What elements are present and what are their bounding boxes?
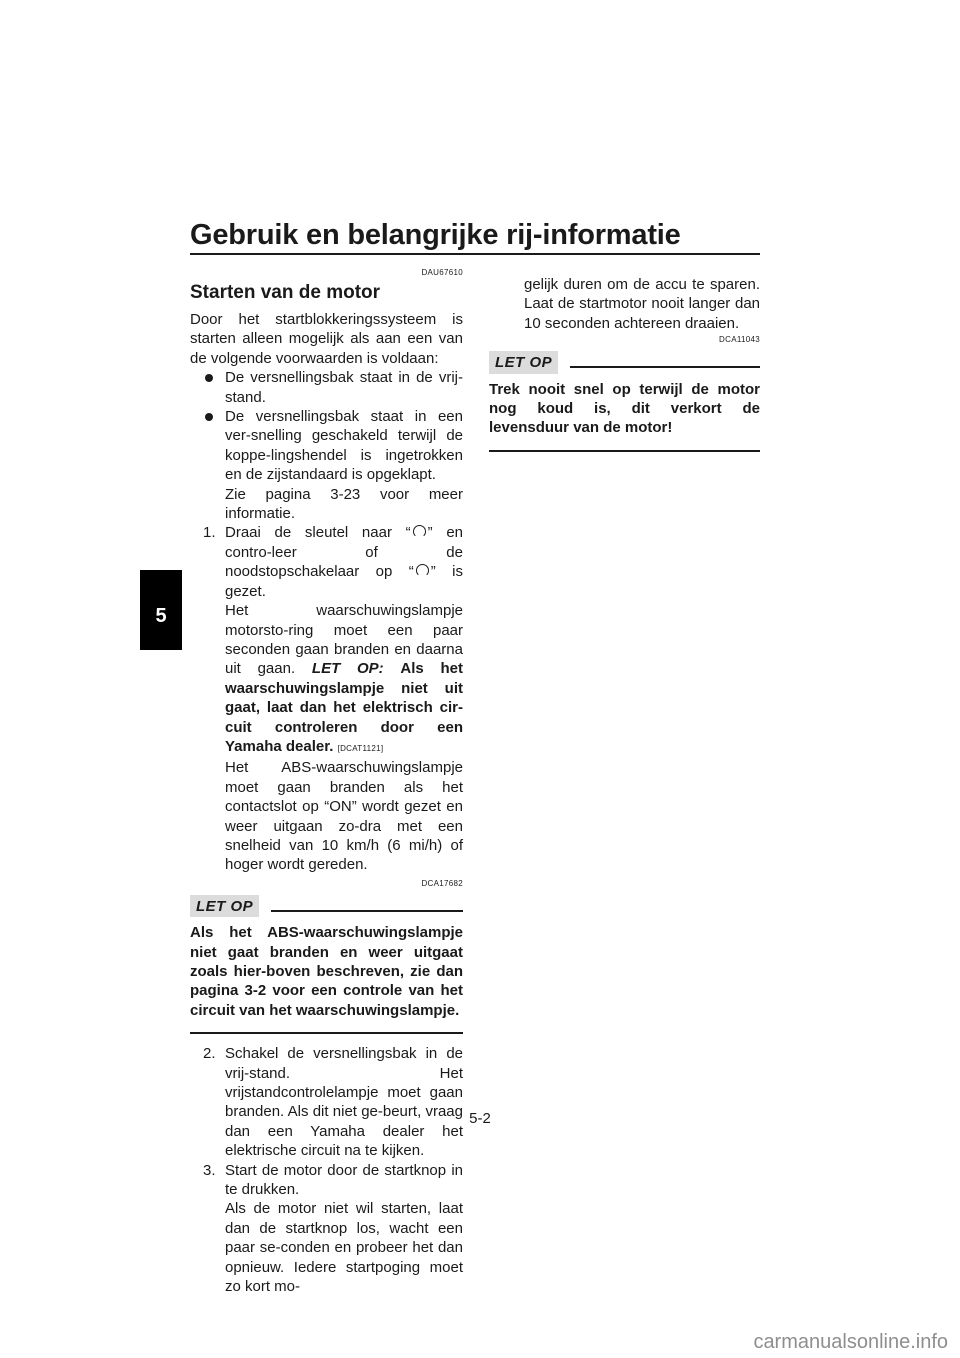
inline-warning: Als het waarschuwingslampje niet uit gaat, laat dan het elektrisch cir-cuit controleren door een Yamaha dealer.: [225, 660, 464, 755]
notice-header: [190, 895, 463, 917]
right-column: [489, 268, 760, 462]
section-title: Starten van de motor: [190, 282, 381, 303]
notice-header: [489, 351, 760, 373]
notice-end-rule: [190, 1032, 463, 1034]
step-item: 2. Schakel de versnellingsbak in de vrij-stand. Het vrijstandcontrolelampje moet gaan branden. Als dit niet ge-beurt, vraag dan een Yamaha dealer het elektrische circuit na te kijken.: [203, 1045, 463, 1160]
left-column: [190, 268, 463, 1297]
notice-label: LET OP: [190, 895, 259, 917]
chapter-tab: 5: [140, 570, 182, 650]
reference-code: DAU67610: [421, 268, 463, 277]
reference-code: [DCAT1121]: [337, 743, 384, 753]
bullet-icon: [205, 374, 213, 382]
key-position-icon: [413, 525, 426, 538]
page-title: Gebruik en belangrijke rij-informatie: [190, 219, 681, 251]
intro-paragraph: Door het startblokkeringssysteem is starten alleen mogelijk als aan een van de volgende voorwaarden is voldaan:: [190, 311, 463, 367]
step-number: 2.: [203, 1045, 216, 1063]
notice-rule: [570, 366, 760, 368]
bullet-item: De versnellingsbak staat in een ver-snelling geschakeld terwijl de koppe-lingshendel is ingetrokken en de zijstandaard is opgeklapt.: [190, 407, 463, 485]
step-item: 1. Draai de sleutel naar “ ” en contro-leer of de noodstopschakelaar op “ ” is gezet. Het waarschuwingslampje motorsto-ring moet een paar seconden gaan branden en daarna uit gaan. LET OP: Als het waarschuwingslampje niet uit gaat, laat dan het elektrisch cir-cuit controleren door een Yamaha dealer. [DCAT1121] Het ABS-waarschuwingslampje moet gaan branden als het contactslot op “ON” wordt gezet en weer uitgaan zo-dra met een snelheid van 10 km/h (6 mi/h) of hoger wordt gereden.: [203, 524, 464, 874]
step-number: 3.: [203, 1161, 216, 1179]
watermark: carmanualsonline.info: [753, 1331, 948, 1353]
notice-label: LET OP: [489, 351, 558, 373]
notice-text: Als het ABS-waarschuwingslampje niet gaat branden en weer uitgaat zoals hier-boven beschreven, zie dan pagina 3-2 voor een controle van het circuit van het waarschuwingslampje.: [190, 924, 463, 1019]
reference-code: DCA11043: [719, 335, 760, 345]
bullet-note: Zie pagina 3-23 voor meer informatie.: [225, 485, 463, 523]
page-number: 5-2: [469, 1110, 491, 1127]
step-number: 1.: [203, 524, 216, 542]
notice-text: Trek nooit snel op terwijl de motor nog koud is, dit verkort de levensduur van de motor!: [489, 380, 760, 437]
reference-code: DCA17682: [421, 878, 463, 888]
header-rule: [190, 253, 760, 255]
continued-text: gelijk duren om de accu te sparen. Laat de startmotor nooit langer dan 10 seconden achtereen draaien.: [524, 276, 760, 332]
notice-end-rule: [489, 450, 760, 452]
notice-rule: [271, 910, 463, 912]
letop-inline-label: LET OP:: [311, 660, 384, 678]
bullet-item: De versnellingsbak staat in de vrij-stand.: [190, 368, 463, 407]
bullet-icon: [205, 413, 213, 421]
key-position-icon: [416, 564, 429, 577]
step-item: 3. Start de motor door de startknop in te drukken. Als de motor niet wil starten, laat dan de startknop los, wacht een paar se-conden en probeer het dan opnieuw. Iedere startpoging moet zo kort mo-: [203, 1161, 463, 1296]
